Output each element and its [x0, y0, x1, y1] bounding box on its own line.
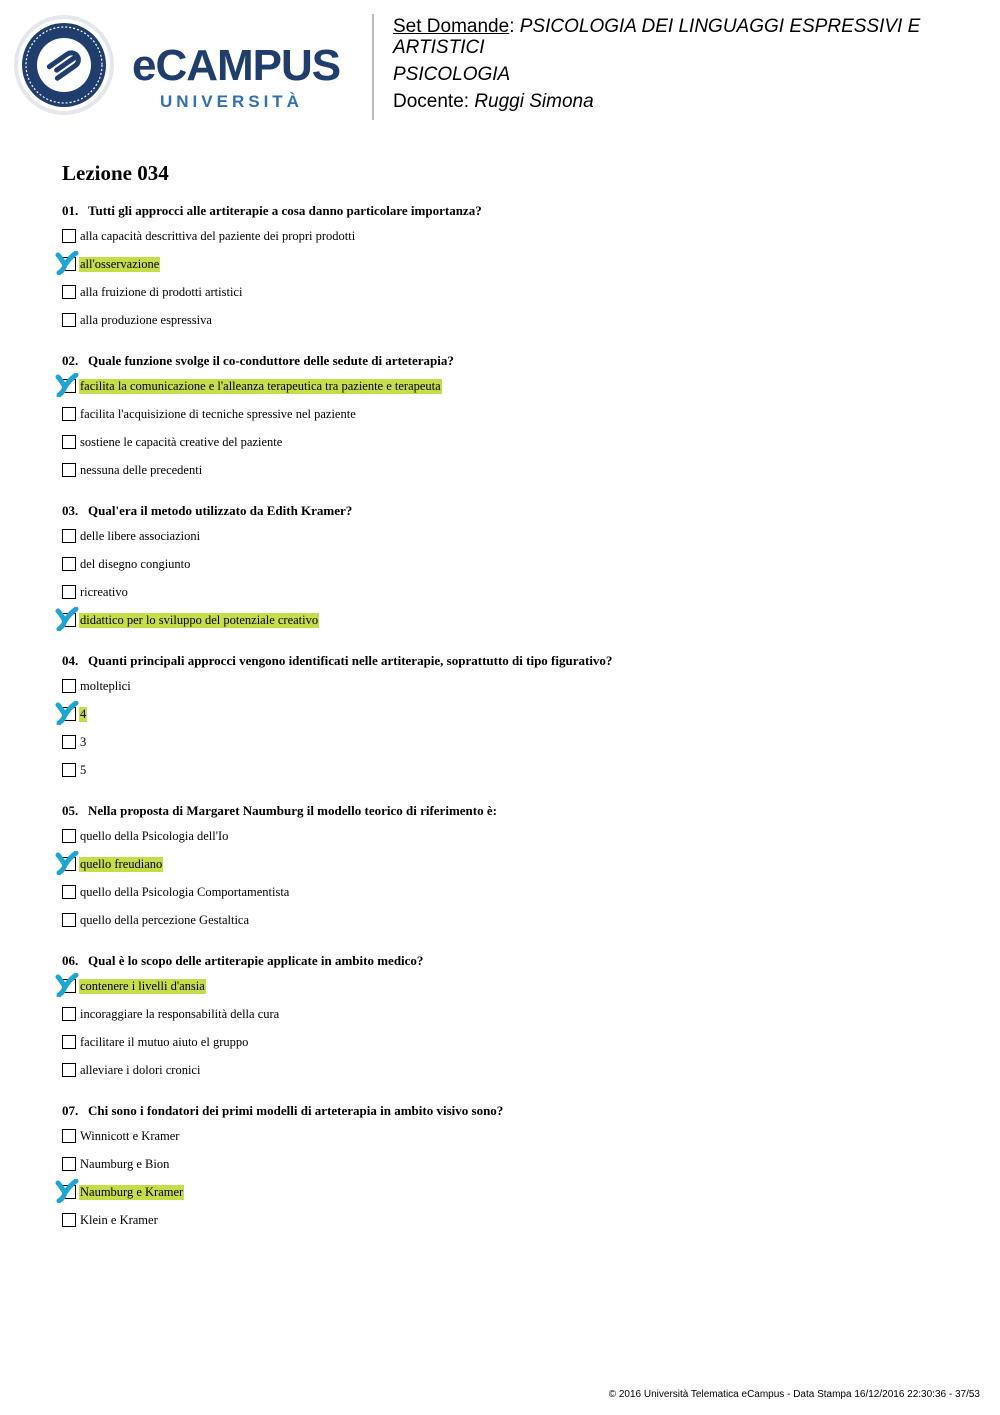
answer-text: quello della Psicologia Comportamentista: [80, 884, 290, 899]
answer-option[interactable]: [62, 1056, 962, 1084]
logo-subtitle: UNIVERSITÀ: [160, 92, 303, 111]
answer-checkbox[interactable]: [62, 407, 76, 421]
answer-checkbox[interactable]: [62, 1157, 76, 1171]
answer-option[interactable]: [62, 878, 962, 906]
check-mark-icon: [55, 373, 79, 397]
question-number: 01.: [62, 203, 79, 218]
question-title: [62, 353, 962, 369]
answer-option[interactable]: [62, 822, 962, 850]
answer-text: 3: [80, 734, 87, 749]
answer-text: alla fruizione di prodotti artistici: [80, 284, 243, 299]
answer-text: facilitare il mutuo aiuto el gruppo: [80, 1034, 249, 1049]
answer-checkbox[interactable]: [62, 735, 76, 749]
question-text: Qual è lo scopo delle artiterapie applicate in ambito medico?: [88, 953, 424, 968]
answer-text: didattico per lo sviluppo del potenziale creativo: [80, 612, 319, 627]
check-mark-icon: [55, 851, 79, 875]
teacher-row: [393, 91, 983, 112]
answer-text: sostiene le capacità creative del paziente: [80, 434, 283, 449]
question-number: 05.: [62, 803, 79, 818]
answer-option[interactable]: [62, 1122, 962, 1150]
answer-checkbox[interactable]: [62, 1213, 76, 1227]
check-mark-icon: [55, 973, 79, 997]
answer-option[interactable]: [62, 728, 962, 756]
check-mark-icon: [55, 1179, 79, 1203]
logo-emblem: [14, 15, 114, 115]
answer-text: alla capacità descrittiva del paziente dei propri prodotti: [80, 228, 356, 243]
answer-option[interactable]: [62, 428, 962, 456]
answer-option-correct[interactable]: [62, 606, 962, 634]
question-block: [62, 203, 962, 334]
lesson-title: Lezione 034: [62, 161, 169, 185]
question-title: [62, 953, 962, 969]
answer-option[interactable]: [62, 1028, 962, 1056]
answer-text: quello freudiano: [80, 856, 163, 871]
question-text: Tutti gli approcci alle artiterapie a cosa danno particolare importanza?: [88, 203, 482, 218]
answer-text: Naumburg e Kramer: [80, 1184, 184, 1199]
answer-option[interactable]: [62, 456, 962, 484]
answer-text: all'osservazione: [80, 256, 160, 271]
answer-text: 4: [80, 706, 87, 721]
check-mark-icon: [55, 607, 79, 631]
answer-checkbox[interactable]: [62, 679, 76, 693]
teacher-label: Docente:: [393, 91, 470, 112]
answer-checkbox[interactable]: [62, 1035, 76, 1049]
question-number: 06.: [62, 953, 79, 968]
answer-option[interactable]: [62, 222, 962, 250]
answer-text: Winnicott e Kramer: [80, 1128, 180, 1143]
question-block: [62, 803, 962, 934]
answer-checkbox[interactable]: [62, 557, 76, 571]
answer-text: del disegno congiunto: [80, 556, 191, 571]
set-label: Set Domande: [393, 16, 510, 37]
question-title: [62, 203, 962, 219]
answer-text: alleviare i dolori cronici: [80, 1062, 201, 1077]
subject-line-1: PSICOLOGIA DEI LINGUAGGI ESPRESSIVI E: [519, 16, 921, 37]
question-block: [62, 353, 962, 484]
answer-option[interactable]: [62, 278, 962, 306]
question-number: 04.: [62, 653, 79, 668]
logo-name: eCAMPUS: [132, 41, 341, 90]
answer-checkbox[interactable]: [62, 313, 76, 327]
set-line: [393, 16, 983, 37]
answer-option-correct[interactable]: [62, 700, 962, 728]
answer-option[interactable]: [62, 550, 962, 578]
question-number: 03.: [62, 503, 79, 518]
header-divider: [372, 14, 374, 120]
question-list: [62, 203, 962, 1253]
answer-option[interactable]: [62, 400, 962, 428]
question-text: Chi sono i fondatori dei primi modelli di arteterapia in ambito visivo sono?: [88, 1103, 504, 1118]
question-block: [62, 1103, 962, 1234]
question-block: [62, 953, 962, 1084]
answer-checkbox[interactable]: [62, 885, 76, 899]
answer-option[interactable]: [62, 906, 962, 934]
answer-checkbox[interactable]: [62, 1063, 76, 1077]
answer-text: nessuna delle precedenti: [80, 462, 203, 477]
question-title: [62, 1103, 962, 1119]
faculty-row: [393, 64, 983, 85]
answer-option-correct[interactable]: [62, 372, 962, 400]
check-mark-icon: [55, 701, 79, 725]
answer-checkbox[interactable]: [62, 463, 76, 477]
question-number: 02.: [62, 353, 79, 368]
answer-text: incoraggiare la responsabilità della cura: [80, 1006, 280, 1021]
question-block: [62, 653, 962, 784]
answer-option-correct[interactable]: [62, 250, 962, 278]
check-mark-icon: [55, 251, 79, 275]
faculty: PSICOLOGIA: [393, 64, 511, 85]
answer-text: 5: [80, 762, 87, 777]
answer-option[interactable]: [62, 306, 962, 334]
answer-checkbox[interactable]: [62, 435, 76, 449]
answer-checkbox[interactable]: [62, 229, 76, 243]
answer-checkbox[interactable]: [62, 913, 76, 927]
question-title: [62, 503, 962, 519]
answer-checkbox[interactable]: [62, 585, 76, 599]
answer-checkbox[interactable]: [62, 529, 76, 543]
answer-text: alla produzione espressiva: [80, 312, 212, 327]
answer-option[interactable]: [62, 672, 962, 700]
answer-checkbox[interactable]: [62, 1007, 76, 1021]
question-text: Qual'era il metodo utilizzato da Edith Kramer?: [88, 503, 353, 518]
answer-option-correct[interactable]: [62, 850, 962, 878]
answer-option[interactable]: [62, 522, 962, 550]
answer-text: molteplici: [80, 678, 131, 693]
answer-text: quello della Psicologia dell'Io: [80, 828, 229, 843]
question-text: Quale funzione svolge il co-conduttore delle sedute di arteterapia?: [88, 353, 454, 368]
set-separator: :: [509, 16, 515, 37]
subject-line-2: ARTISTICI: [393, 37, 485, 58]
answer-option-correct[interactable]: [62, 972, 962, 1000]
course-header: [393, 16, 983, 112]
question-text: Nella proposta di Margaret Naumburg il modello teorico di riferimento è:: [88, 803, 497, 818]
question-block: [62, 503, 962, 634]
footer-copyright: © 2016 Università Telematica eCampus - Data Stampa 16/12/2016 22:30:36 - 37/53: [608, 1389, 980, 1400]
question-text: Quanti principali approcci vengono identificati nelle artiterapie, soprattutto di tipo figurativo?: [88, 653, 613, 668]
answer-text: Naumburg e Bion: [80, 1156, 170, 1171]
ecampus-logo: [14, 14, 359, 118]
answer-text: facilita la comunicazione e l'alleanza terapeutica tra paziente e terapeuta: [80, 378, 441, 393]
answer-option[interactable]: [62, 1206, 962, 1234]
answer-option[interactable]: [62, 578, 962, 606]
teacher-name: Ruggi Simona: [474, 91, 594, 112]
answer-checkbox[interactable]: [62, 285, 76, 299]
answer-text: Klein e Kramer: [80, 1212, 158, 1227]
answer-text: facilita l'acquisizione di tecniche spressive nel paziente: [80, 406, 356, 421]
answer-text: ricreativo: [80, 584, 128, 599]
answer-checkbox[interactable]: [62, 763, 76, 777]
answer-text: quello della percezione Gestaltica: [80, 912, 250, 927]
answer-option[interactable]: [62, 1150, 962, 1178]
question-title: [62, 803, 962, 819]
question-title: [62, 653, 962, 669]
question-number: 07.: [62, 1103, 79, 1118]
answer-checkbox[interactable]: [62, 1129, 76, 1143]
answer-text: delle libere associazioni: [80, 528, 201, 543]
answer-option-correct[interactable]: [62, 1178, 962, 1206]
answer-text: contenere i livelli d'ansia: [80, 978, 205, 993]
subject-line-2-row: [393, 37, 983, 58]
answer-checkbox[interactable]: [62, 829, 76, 843]
answer-option[interactable]: [62, 756, 962, 784]
answer-option[interactable]: [62, 1000, 962, 1028]
